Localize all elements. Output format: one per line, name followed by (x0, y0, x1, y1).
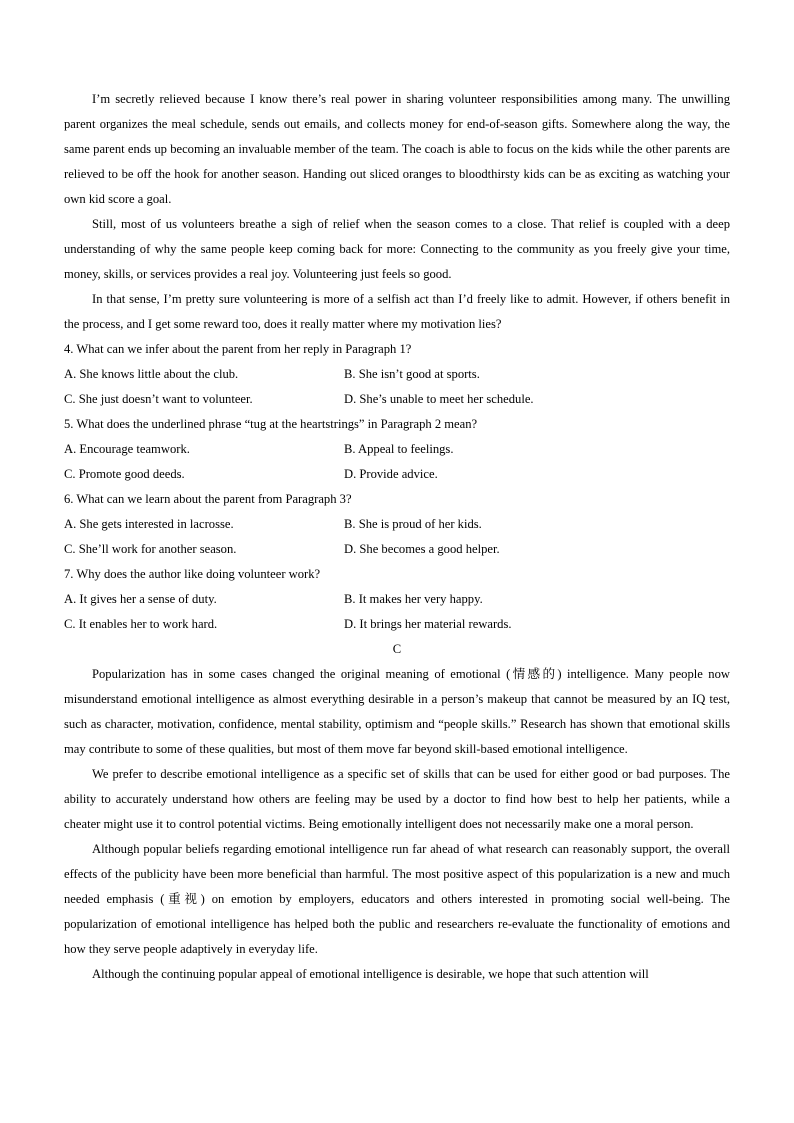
option-a: A. She gets interested in lacrosse. (64, 517, 234, 531)
question-stem: 5. What does the underlined phrase “tug at the heartstrings” in Paragraph 2 mean? (64, 417, 478, 431)
option-b: B. Appeal to feelings. (344, 442, 454, 456)
question-6 (64, 487, 730, 562)
question-5 (64, 412, 730, 487)
option-b: B. She is proud of her kids. (344, 517, 482, 531)
option-c: C. She’ll work for another season. (64, 542, 237, 556)
options-row (64, 537, 730, 562)
question-stem: 4. What can we infer about the parent from her reply in Paragraph 1? (64, 342, 412, 356)
question-7 (64, 562, 730, 637)
option-d: D. She becomes a good helper. (344, 542, 500, 556)
passage-b-paragraph: In that sense, I’m pretty sure volunteering is more of a selfish act than I’d freely like to admit. However, if others benefit in the process, and I get some reward too, does it really matter where my motivation lies? (64, 292, 730, 331)
passage-b-paragraph: Still, most of us volunteers breathe a sigh of relief when the season comes to a close. That relief is coupled with a deep understanding of why the same people keep coming back for more: Connecting to the community as you freely give your time, money, skills, or services provides a real joy. Volunteering just feels so good. (64, 217, 730, 281)
option-b: B. It makes her very happy. (344, 592, 483, 606)
question-4 (64, 337, 730, 412)
option-d: D. Provide advice. (344, 467, 438, 481)
options-row (64, 387, 730, 412)
options-row (64, 587, 730, 612)
option-a: A. She knows little about the club. (64, 367, 239, 381)
document-page (64, 87, 730, 987)
question-stem: 6. What can we learn about the parent from Paragraph 3? (64, 492, 352, 506)
options-row (64, 437, 730, 462)
passage-b-paragraph: I’m secretly relieved because I know there’s real power in sharing volunteer responsibilities among many. The unwilling parent organizes the meal schedule, sends out emails, and collects money for end-of-season gifts. Somewhere along the way, the same parent ends up becoming an invaluable member of the team. The coach is able to focus on the kids while the other parents are relieved to be off the hook for another season. Handing out sliced oranges to bloodthirsty kids can be as exciting as watching your own kid score a goal. (64, 92, 730, 206)
option-c: C. Promote good deeds. (64, 467, 185, 481)
option-b: B. She isn’t good at sports. (344, 367, 480, 381)
section-heading-c: C (392, 642, 402, 656)
option-a: A. Encourage teamwork. (64, 442, 190, 456)
passage-c-paragraph: Although the continuing popular appeal of emotional intelligence is desirable, we hope that such attention will (92, 967, 649, 981)
options-row (64, 462, 730, 487)
passage-c-paragraph: Although popular beliefs regarding emotional intelligence run far ahead of what research can reasonably support, the overall effects of the publicity have been more beneficial than harmful. The most positive aspect of this popularization is a new and much needed emphasis (重视) on emotion by employers, educators and others interested in promoting social well-being. The popularization of emotional intelligence has helped both the public and researchers re-evaluate the functionality of emotions and how they serve people adaptively in everyday life. (64, 842, 730, 956)
options-row (64, 362, 730, 387)
option-a: A. It gives her a sense of duty. (64, 592, 217, 606)
options-row (64, 612, 730, 637)
options-row (64, 512, 730, 537)
question-stem: 7. Why does the author like doing volunteer work? (64, 567, 321, 581)
option-c: C. She just doesn’t want to volunteer. (64, 392, 253, 406)
passage-c-paragraph: Popularization has in some cases changed the original meaning of emotional (情感的) intelligence. Many people now misunderstand emotional intelligence as almost everything desirable in a person’s makeup that cannot be measured by an IQ test, such as character, motivation, confidence, mental stability, optimism and “people skills.” Research has shown that emotional skills may contribute to some of these qualities, but most of them move far beyond skill-based emotional intelligence. (64, 667, 730, 756)
option-d: D. She’s unable to meet her schedule. (344, 392, 534, 406)
passage-c-paragraph: We prefer to describe emotional intelligence as a specific set of skills that can be used for either good or bad purposes. The ability to accurately understand how others are feeling may be used by a doctor to find how best to help her patients, while a cheater might use it to control potential victims. Being emotionally intelligent does not necessarily make one a moral person. (64, 767, 730, 831)
option-d: D. It brings her material rewards. (344, 617, 512, 631)
option-c: C. It enables her to work hard. (64, 617, 218, 631)
